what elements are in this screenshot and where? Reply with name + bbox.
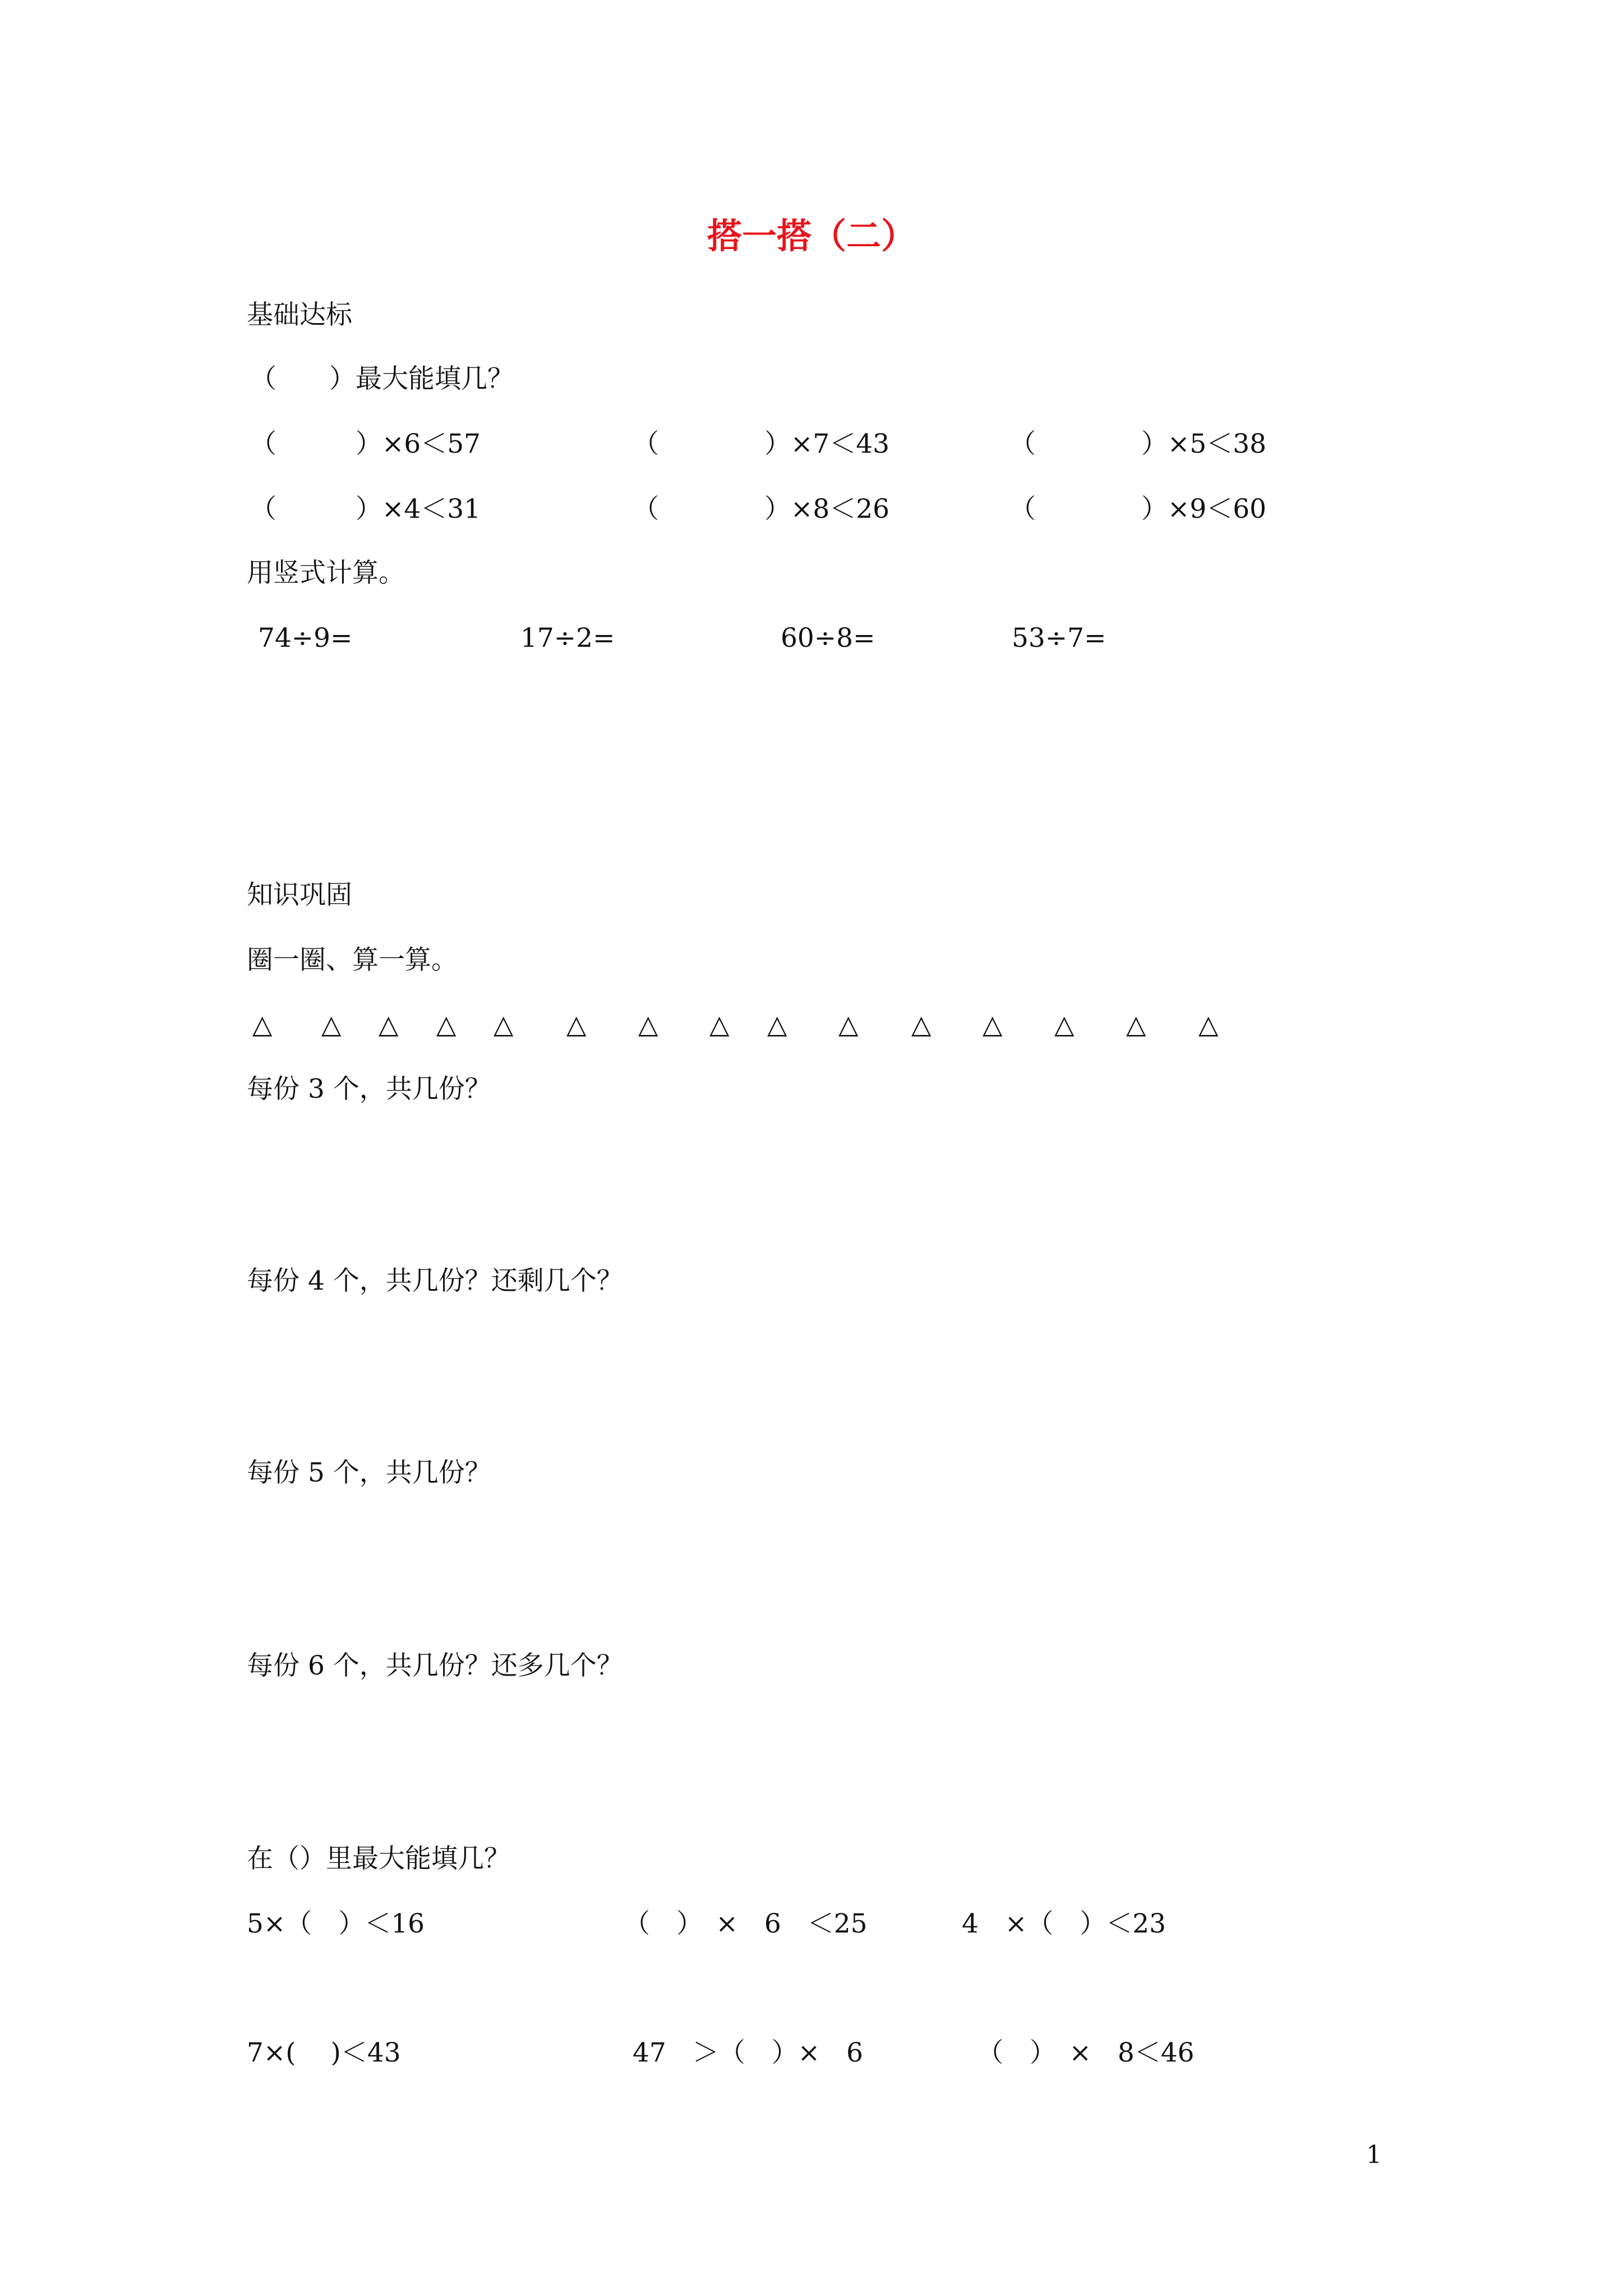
fill-item: 7×( )＜43: [247, 2037, 401, 2068]
question-prompt-fill-max: 在（）里最大能填几？: [247, 1843, 510, 1874]
triangle-icon: △: [494, 1009, 514, 1039]
triangle-icon: △: [379, 1009, 399, 1039]
division-item: 60÷8=: [781, 623, 875, 654]
triangle-icon: △: [638, 1009, 658, 1039]
grouping-question: 每份 4 个，共几份？还剩几个？: [247, 1266, 623, 1296]
question-prompt-max-fill: （ ）最大能填几？: [250, 364, 514, 394]
triangle-icon: △: [1126, 1009, 1146, 1039]
division-item: 53÷7=: [1012, 623, 1106, 654]
fill-item: 5×（ ）＜16: [247, 1908, 425, 1939]
division-item: 74÷9=: [258, 623, 353, 654]
triangle-icon: △: [566, 1009, 587, 1039]
triangle-icon: △: [767, 1009, 787, 1039]
triangle-icon: △: [1198, 1009, 1219, 1039]
page-title: 搭一搭（二）: [707, 215, 916, 256]
inequality-item: （ ）×6＜57: [250, 429, 481, 459]
grouping-question: 每份 5 个，共几份？: [247, 1457, 491, 1488]
inequality-item: （ ）×5＜38: [1009, 429, 1267, 459]
inequality-item: （ ）×7＜43: [633, 429, 890, 459]
fill-item: （ ） × 6 ＜25: [624, 1908, 868, 1939]
triangle-icon: △: [911, 1009, 932, 1039]
fill-item: 47 ＞（ ）× 6: [633, 2037, 864, 2068]
grouping-question: 每份 6 个，共几份？还多几个？: [247, 1650, 623, 1681]
section-heading-consolidate: 知识巩固: [247, 880, 352, 910]
triangle-icon: △: [838, 1009, 859, 1039]
page-number: 1: [1366, 2141, 1382, 2169]
triangle-icon: △: [252, 1009, 273, 1039]
question-prompt-circle: 圈一圈、算一算。: [247, 945, 458, 976]
question-prompt-vertical-calc: 用竖式计算。: [247, 558, 405, 588]
triangle-icon: △: [1054, 1009, 1075, 1039]
triangle-icon: △: [321, 1009, 342, 1039]
fill-item: 4 ×（ ）＜23: [962, 1908, 1166, 1939]
inequality-item: （ ）×4＜31: [250, 494, 481, 524]
fill-item: （ ） × 8＜46: [977, 2037, 1195, 2068]
triangle-icon: △: [436, 1009, 457, 1039]
inequality-item: （ ）×9＜60: [1009, 494, 1267, 524]
inequality-item: （ ）×8＜26: [633, 494, 890, 524]
triangle-icon: △: [983, 1009, 1003, 1039]
section-heading-basic: 基础达标: [247, 300, 352, 330]
grouping-question: 每份 3 个，共几份？: [247, 1074, 491, 1105]
division-item: 17÷2=: [520, 623, 615, 654]
triangle-icon: △: [709, 1009, 730, 1039]
